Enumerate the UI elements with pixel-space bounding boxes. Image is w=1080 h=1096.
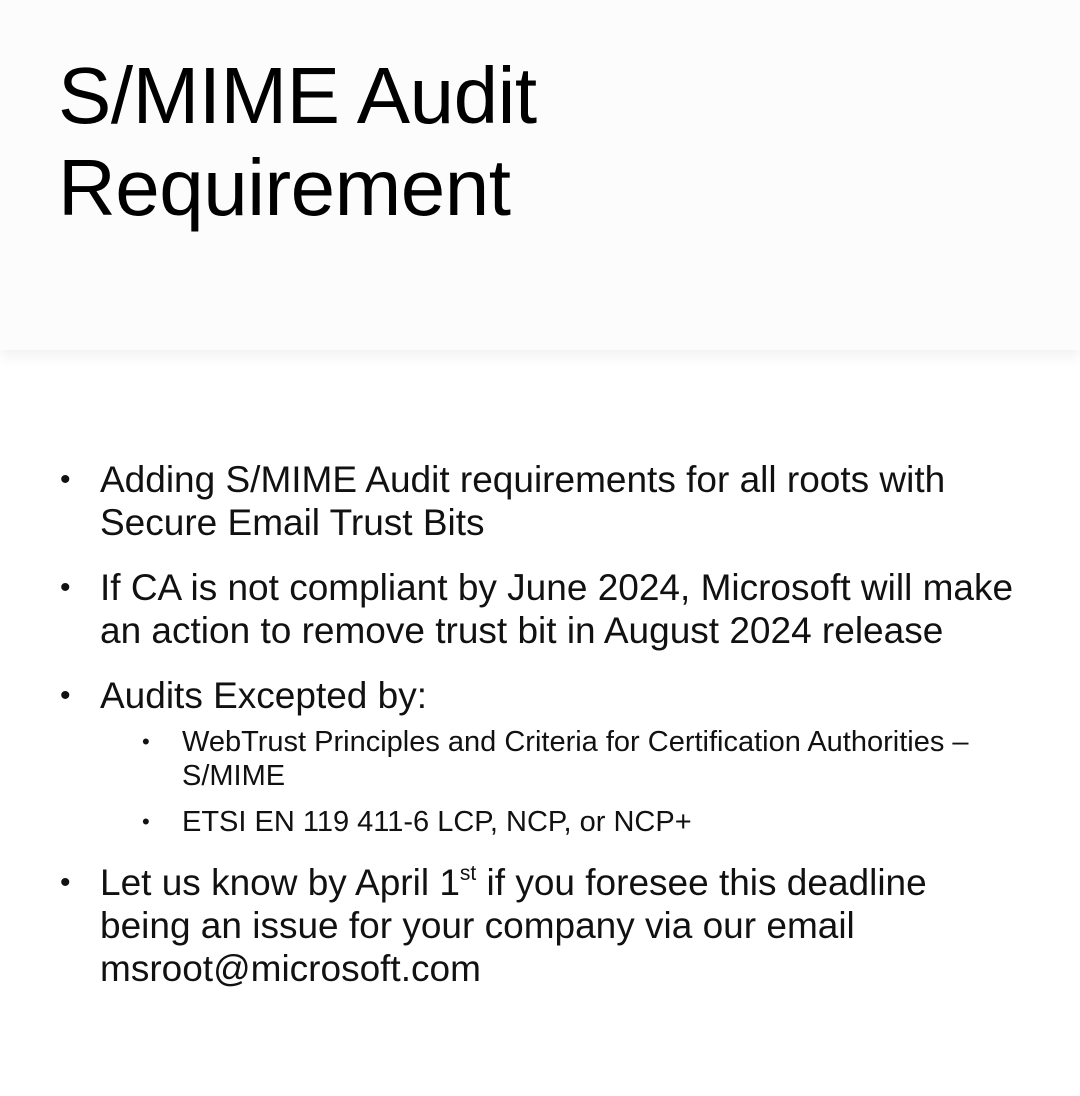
sub-bullet-list (100, 725, 1018, 839)
ordinal-superscript: st (459, 862, 477, 885)
sub-bullet-text: ETSI EN 119 411-6 LCP, NCP, or NCP+ (182, 806, 692, 838)
bullet-icon: • (60, 571, 71, 604)
bullet-item-audits-excepted (58, 674, 1018, 839)
bullet-list (58, 458, 1018, 990)
bullet-icon: • (60, 463, 71, 496)
sub-bullet-icon: • (142, 729, 150, 754)
bullet-text-after: if you foresee this deadline being an issue for your company via our email msroot@microsoft.com (100, 862, 927, 989)
bullet-text (100, 862, 927, 989)
slide-body (58, 458, 1018, 1012)
sub-bullet-icon: • (142, 809, 150, 834)
title-line-1: S/MIME Audit (58, 51, 537, 140)
bullet-text: Adding S/MIME Audit requirements for all roots with Secure Email Trust Bits (100, 459, 946, 543)
title-line-2: Requirement (58, 143, 511, 232)
bullet-item-contact (58, 861, 1018, 990)
sub-bullet-item-webtrust (142, 725, 1018, 793)
title-band (0, 0, 1080, 350)
bullet-item-audit-requirements (58, 458, 1018, 544)
bullet-icon: • (60, 866, 71, 899)
sub-bullet-item-etsi (142, 805, 1018, 839)
bullet-text: If CA is not compliant by June 2024, Microsoft will make an action to remove trust bit in August 2024 release (100, 567, 1014, 651)
bullet-text: Audits Excepted by: (100, 675, 428, 716)
bullet-item-compliance-deadline (58, 566, 1018, 652)
sub-bullet-text: WebTrust Principles and Criteria for Certification Authorities – S/MIME (182, 726, 969, 792)
slide-title (58, 50, 958, 234)
bullet-text-before: Let us know by April 1 (100, 862, 460, 903)
bullet-icon: • (60, 679, 71, 712)
